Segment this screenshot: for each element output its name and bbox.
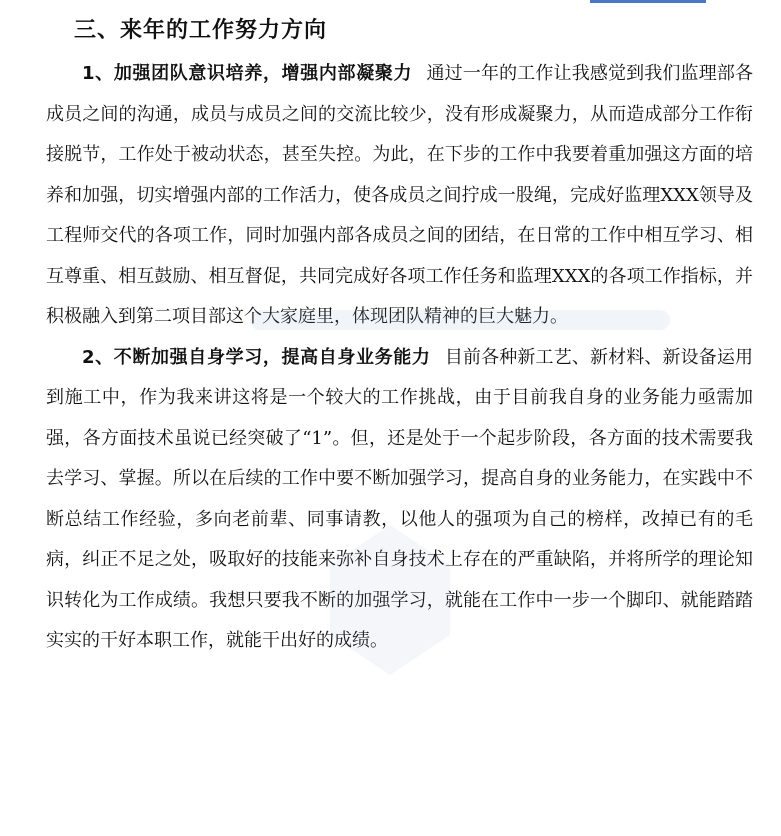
paragraph-body: 目前各种新工艺、新材料、新设备运用到施工中，作为我来讲这将是一个较大的工作挑战，由于目前我自身的业务能力亟需加强，各方面技术虽说已经突破了“1”。但，还是处于一个起步阶段，各方面的技术需要我去学习、掌握。所以在后续的工作中要不断加强学习，提高自身的业务能力，在实践中不断总结工作经验，多向老前辈、同事请教，以他人的强项为自己的榜样，改掉已有的毛病，纠正不足之处，吸取好的技能来弥补自身技术上存在的严重缺陷，并将所学的理论知识转化为工作成绩。我想只要我不断的加强学习，就能在工作中一步一个脚印、就能踏踏实实的干好本职工作，就能干出好的成绩。 <box>46 346 753 651</box>
paragraph-self-learning <box>46 338 753 662</box>
section-title: 三、来年的工作努力方向 <box>74 18 328 43</box>
paragraph-body: 通过一年的工作让我感觉到我们监理部各成员之间的沟通，成员与成员之间的交流比较少，没有形成凝聚力，从而造成部分工作衔接脱节，工作处于被动状态，甚至失控。为此，在下步的工作中我要着重加强这方面的培养和加强，切实增强内部的工作活力，使各成员之间拧成一股绳，完成好监理XXX领导及工程师交代的各项工作，同时加强内部各成员之间的团结，在日常的工作中相互学习、相互尊重、相互鼓励、相互督促，共同完成好各项工作任务和监理XXX的各项工作指标，并积极融入到第二项目部这个大家庭里，体现团队精神的巨大魅力。 <box>46 63 753 327</box>
top-accent-bar <box>590 0 706 3</box>
paragraph-heading: 2、不断加强自身学习，提高自身业务能力 <box>82 346 431 368</box>
paragraph-heading: 1、加强团队意识培养，增强内部凝聚力 <box>82 63 413 84</box>
paragraph-team-cohesion <box>46 54 753 338</box>
